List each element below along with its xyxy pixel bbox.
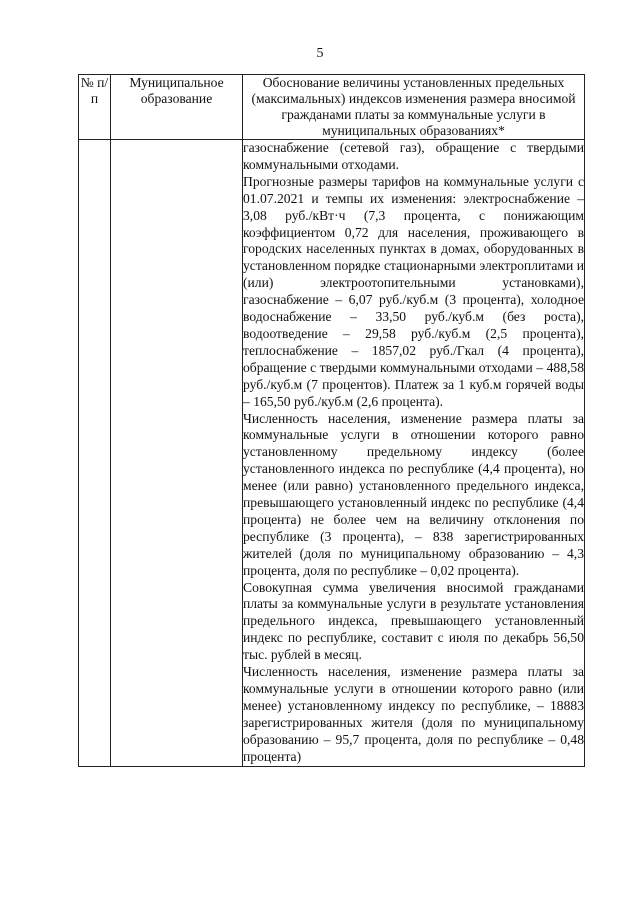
page-number: 5 (316, 46, 324, 61)
paragraph: Совокупная сумма увеличения вносимой гражданами платы за коммунальные услуги в результате установления предельного индекса, превышающего установленный индекс по республике, составит с июля по декабрь 56,50 тыс. рублей в месяц. (243, 579, 584, 663)
paragraph: Прогнозные размеры тарифов на коммунальные услуги с 01.07.2021 и темпы их изменения: электроснабжение – 3,08 руб./кВт·ч (7,3 процента, с понижающим коэффициентом 0,72 для населения, проживающего в городских населенных пунктах в домах, оборудованных в установленном порядке стационарными электроплитами и (или) электроотопительными установками), газоснабжение – 6,07 руб./куб.м (3 процента), холодное водоснабжение – 33,50 руб./куб.м (без роста), водоотведение – 29,58 руб./куб.м (2,5 процента), теплоснабжение – 1857,02 руб./Гкал (4 процента), обращение с твердыми коммунальными отходами – 488,58 руб./куб.м (7 процентов). Платеж за 1 куб.м горячей воды – 165,50 руб./куб.м (2,6 процента). (243, 173, 584, 409)
justification-table (78, 74, 585, 767)
header-municipality: Муниципальное образование (111, 75, 243, 140)
row-number-cell (79, 140, 111, 767)
paragraph: газоснабжение (сетевой газ), обращение с твердыми коммунальными отходами. (243, 140, 584, 172)
header-justification: Обоснование величины установленных предельных (максимальных) индексов изменения размера вносимой гражданами платы за коммунальные услуги в муниципальных образованиях* (243, 75, 585, 140)
row-justification-cell (243, 140, 585, 767)
row-municipality-cell (111, 140, 243, 767)
table-row (79, 140, 585, 767)
paragraph: Численность населения, изменение размера платы за коммунальные услуги в отношении которого равно установленному предельному индексу (более установленного индекса по республике (4,4 процента), но менее (или равно) установленного предельного индекса, превышающего установленный индекс по республике (4,4 процента) не более чем на величину отклонения по республике (3 процента), – 838 зарегистрированных жителей (доля по муниципальному образованию – 4,3 процента, доля по республике – 0,02 процента). (243, 410, 584, 578)
paragraph: Численность населения, изменение размера платы за коммунальные услуги в отношении которого равно (или менее) установленному индексу по республике, – 18883 зарегистрированных жителя (доля по муниципальному образованию – 95,7 процента, доля по республике – 0,48 процента) (243, 664, 584, 764)
table-header-row (79, 75, 585, 140)
header-number: № п/п (79, 75, 111, 140)
